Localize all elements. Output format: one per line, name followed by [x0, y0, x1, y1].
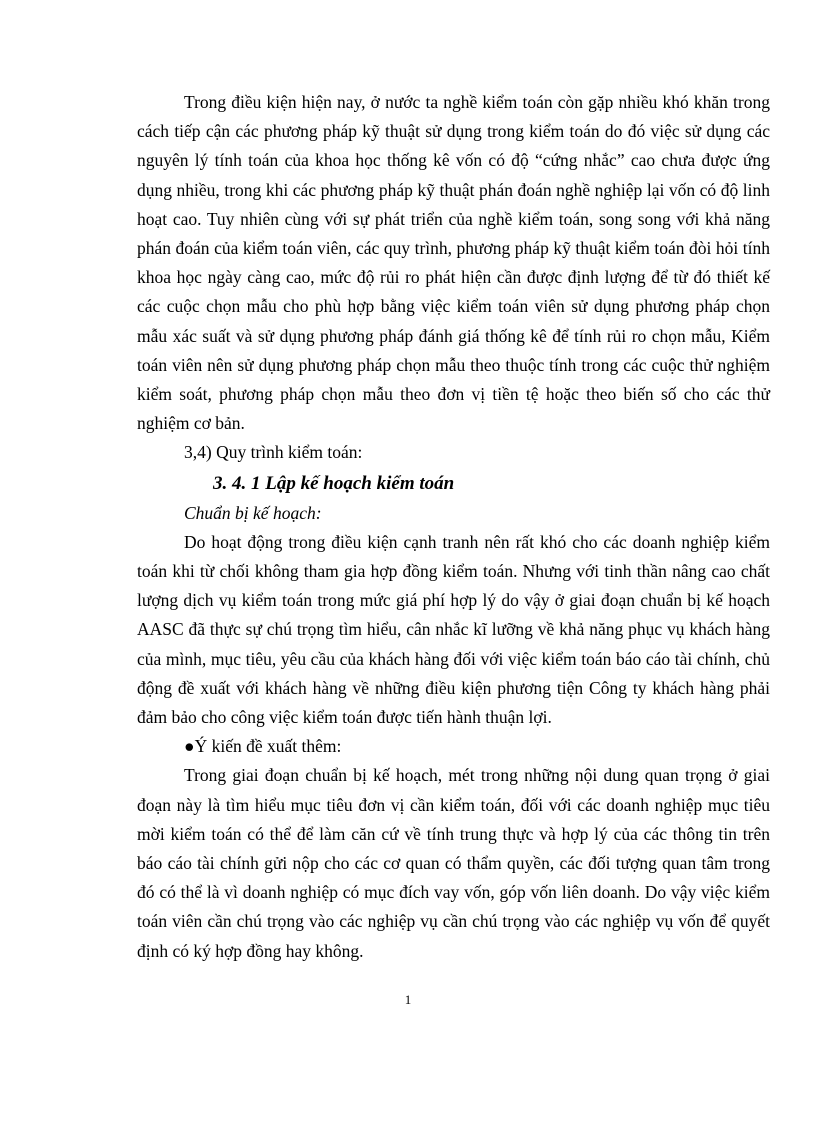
subheading-plan-preparation: Chuẩn bị kế hoạch: [184, 502, 322, 523]
paragraph-plan-preparation: Do hoạt động trong điều kiện cạnh tranh nên rất khó cho các doanh nghiệp kiểm toán khi từ chối không tham gia hợp đồng kiểm toán. Nhưng với tinh thần nâng cao chất lượng dịch vụ kiểm toán trong mức giá phí hợp lý do vậy ở giai đoạn chuẩn bị kế hoạch AASC đã thực sự chú trọng tìm hiểu, cân nhắc kĩ lưỡng về khả năng phục vụ khách hàng của mình, mục tiêu, yêu cầu của khách hàng đối với việc kiểm toán báo cáo tài chính, chủ động đề xuất với khách hàng về những điều kiện phương tiện Công ty khách hàng phải đảm bảo cho công việc kiểm toán được tiến hành thuận lợi. [137, 531, 770, 728]
paragraph-proposal-details: Trong giai đoạn chuẩn bị kế hoạch, mét trong những nội dung quan trọng ở giai đoạn này là tìm hiểu mục tiêu đơn vị cần kiểm toán, đối với các doanh nghiệp mục tiêu mời kiểm toán có thể để làm căn cứ về tính trung thực và hợp lý của các thông tin trên báo cáo tài chính gửi nộp cho các cơ quan có thẩm quyền, các đối tượng quan tâm trong đó có thể là vì doanh nghiệp có mục đích vay vốn, góp vốn liên doanh. Do vậy việc kiểm toán viên cần chú trọng vào các nghiệp vụ cần chú trọng vào các nghiệp vụ vốn để quyết định có ký hợp đồng hay không. [137, 765, 770, 961]
page-number: 1 [404, 992, 412, 1007]
bullet-additional-proposal: ●Ý kiến đề xuất thêm: [184, 736, 342, 757]
document-page [137, 88, 770, 966]
paragraph-audit-methods: Trong điều kiện hiện nay, ở nước ta nghề kiểm toán còn gặp nhiều khó khăn trong cách tiếp cận các phương pháp kỹ thuật sử dụng trong kiểm toán do đó việc sử dụng các nguyên lý tính toán của khoa học thống kê vốn có độ “cứng nhắc” cao chưa được ứng dụng nhiều, trong khi các phương pháp kỹ thuật phán đoán nghề nghiệp lại vốn có độ linh hoạt cao. Tuy nhiên cùng với sự phát triển của nghề kiểm toán, song song với khả năng phán đoán của kiểm toán viên, các quy trình, phương pháp kỹ thuật kiểm toán đòi hỏi tính khoa học ngày càng cao, mức độ rủi ro phát hiện cần được định lượng để từ đó thiết kế các cuộc chọn mẫu cho phù hợp bằng việc kiểm toán viên sử dụng phương pháp chọn mẫu xác suất và sử dụng phương pháp đánh giá thống kê để tính rủi ro chọn mẫu, Kiểm toán viên nên sử dụng phương pháp chọn mẫu theo thuộc tính trong các cuộc thử nghiệm kiểm soát, phương pháp chọn mẫu theo đơn vị tiền tệ hoặc theo biến số cho các thử nghiệm cơ bản. [137, 92, 770, 434]
section-heading-audit-planning: 3. 4. 1 Lập kế hoạch kiểm toán [213, 472, 455, 494]
section-label-audit-process: 3,4) Quy trình kiểm toán: [184, 442, 363, 463]
